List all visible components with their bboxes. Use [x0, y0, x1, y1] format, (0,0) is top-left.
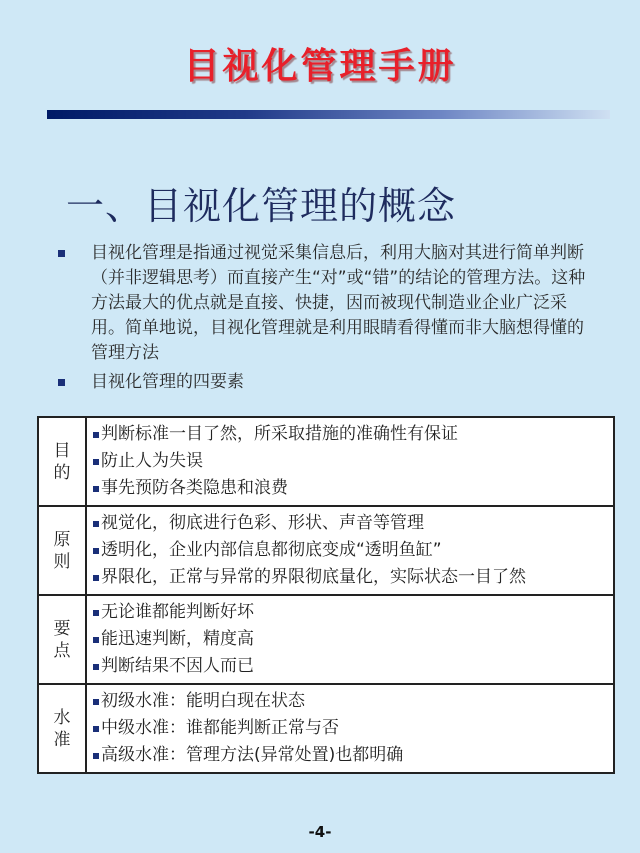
bullet-text: 目视化管理的四要素 — [91, 372, 244, 392]
page-number: -4- — [308, 823, 332, 841]
item-text: 无论谁都能判断好坏 — [101, 602, 254, 622]
square-bullet-icon — [58, 250, 65, 257]
category-cell — [38, 684, 86, 773]
table-row-levels — [38, 684, 614, 773]
table-row-key-points — [38, 595, 614, 684]
category-cell — [38, 506, 86, 595]
table-item — [93, 742, 607, 769]
table-row-purpose — [38, 417, 614, 506]
table-item — [93, 510, 607, 537]
page-title: 目视化管理手册 — [183, 46, 457, 87]
items-cell — [86, 417, 614, 506]
category-cell — [38, 417, 86, 506]
table-row-principles — [38, 506, 614, 595]
category-label: 要点 — [53, 618, 71, 661]
item-text: 事先预防各类隐患和浪费 — [101, 478, 288, 498]
square-bullet-icon — [93, 548, 99, 554]
table-item — [93, 626, 607, 653]
items-cell — [86, 595, 614, 684]
concept-bullet-list — [58, 241, 598, 399]
square-bullet-icon — [93, 726, 99, 732]
items-cell — [86, 684, 614, 773]
square-bullet-icon — [93, 432, 99, 438]
table-item — [93, 564, 607, 591]
square-bullet-icon — [58, 379, 65, 386]
square-bullet-icon — [93, 521, 99, 527]
items-cell — [86, 506, 614, 595]
table-item — [93, 537, 607, 564]
item-text: 中级水准：谁都能判断正常与否 — [101, 718, 339, 738]
title-divider-bar — [47, 110, 610, 119]
item-text: 透明化，企业内部信息都彻底变成“透明鱼缸” — [101, 540, 442, 560]
item-text: 防止人为失误 — [101, 451, 203, 471]
four-elements-table — [37, 416, 615, 774]
table-item — [93, 599, 607, 626]
square-bullet-icon — [93, 459, 99, 465]
bullet-item-four-elements — [58, 370, 598, 395]
square-bullet-icon — [93, 610, 99, 616]
table-item — [93, 653, 607, 680]
category-label: 目的 — [53, 440, 71, 483]
square-bullet-icon — [93, 637, 99, 643]
item-text: 初级水准：能明白现在状态 — [101, 691, 305, 711]
bullet-item-definition — [58, 241, 598, 366]
square-bullet-icon — [93, 753, 99, 759]
item-text: 判断结果不因人而已 — [101, 656, 254, 676]
square-bullet-icon — [93, 664, 99, 670]
square-bullet-icon — [93, 575, 99, 581]
item-text: 界限化，正常与异常的界限彻底量化，实际状态一目了然 — [101, 567, 526, 587]
item-text: 能迅速判断，精度高 — [101, 629, 254, 649]
category-cell — [38, 595, 86, 684]
item-text: 判断标准一目了然，所采取措施的准确性有保证 — [101, 424, 458, 444]
category-label: 原则 — [53, 529, 71, 572]
table-item — [93, 475, 607, 502]
square-bullet-icon — [93, 699, 99, 705]
section-heading: 一、目视化管理的概念 — [66, 184, 457, 228]
square-bullet-icon — [93, 486, 99, 492]
table-item — [93, 688, 607, 715]
item-text: 视觉化，彻底进行色彩、形状、声音等管理 — [101, 513, 424, 533]
category-label: 水准 — [53, 707, 71, 750]
table-item — [93, 421, 607, 448]
item-text: 高级水准：管理方法(异常处置)也都明确 — [101, 745, 404, 765]
table-item — [93, 715, 607, 742]
table-item — [93, 448, 607, 475]
bullet-text: 目视化管理是指通过视觉采集信息后，利用大脑对其进行简单判断（并非逻辑思考）而直接产生“对”或“错”的结论的管理方法。这种方法最大的优点就是直接、快捷，因而被现代制造业企业广泛采用。简单地说，目视化管理就是利用眼睛看得懂而非大脑想得懂的管理方法 — [91, 243, 586, 363]
